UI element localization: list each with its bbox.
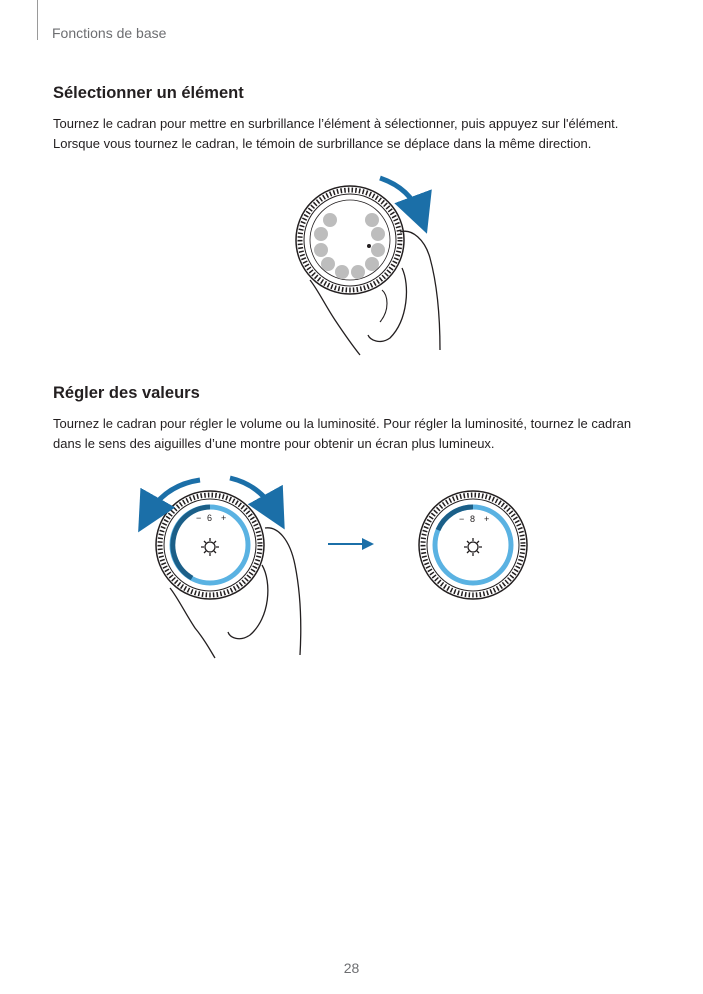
plus-label: + [221, 513, 227, 523]
header-rule [37, 0, 38, 40]
section-title-select-item: Sélectionner un élément [53, 84, 244, 102]
minus-label: − [196, 513, 202, 523]
section-title-adjust-values: Régler des valeurs [53, 384, 200, 402]
description-line: Tournez le cadran pour mettre en surbrillance l’élément à sélectionner, puis appuyez sur l'élément. [53, 116, 619, 131]
brightness-value: 8 [470, 514, 476, 524]
chapter-title: Fonctions de base [52, 25, 167, 41]
page-number: 28 [343, 960, 360, 976]
brightness-value: 6 [207, 513, 213, 523]
transition-arrow [328, 536, 378, 552]
description-line: Lorsque vous tournez le cadran, le témoin de surbrillance se déplace dans la même direction. [53, 136, 592, 151]
minus-label: − [459, 514, 465, 524]
description-line: Tournez le cadran pour régler le volume ou la luminosité. Pour régler la luminosité, tournez le cadran [53, 416, 632, 431]
description-line: dans le sens des aiguilles d’une montre pour obtenir un écran plus lumineux. [53, 436, 495, 451]
section-select-item-description [53, 114, 663, 154]
brightness-before-illustration [130, 470, 310, 660]
plus-label: + [484, 514, 490, 524]
brightness-after-illustration [413, 490, 533, 610]
section-adjust-values-description [53, 414, 663, 454]
select-item-illustration [290, 170, 460, 360]
